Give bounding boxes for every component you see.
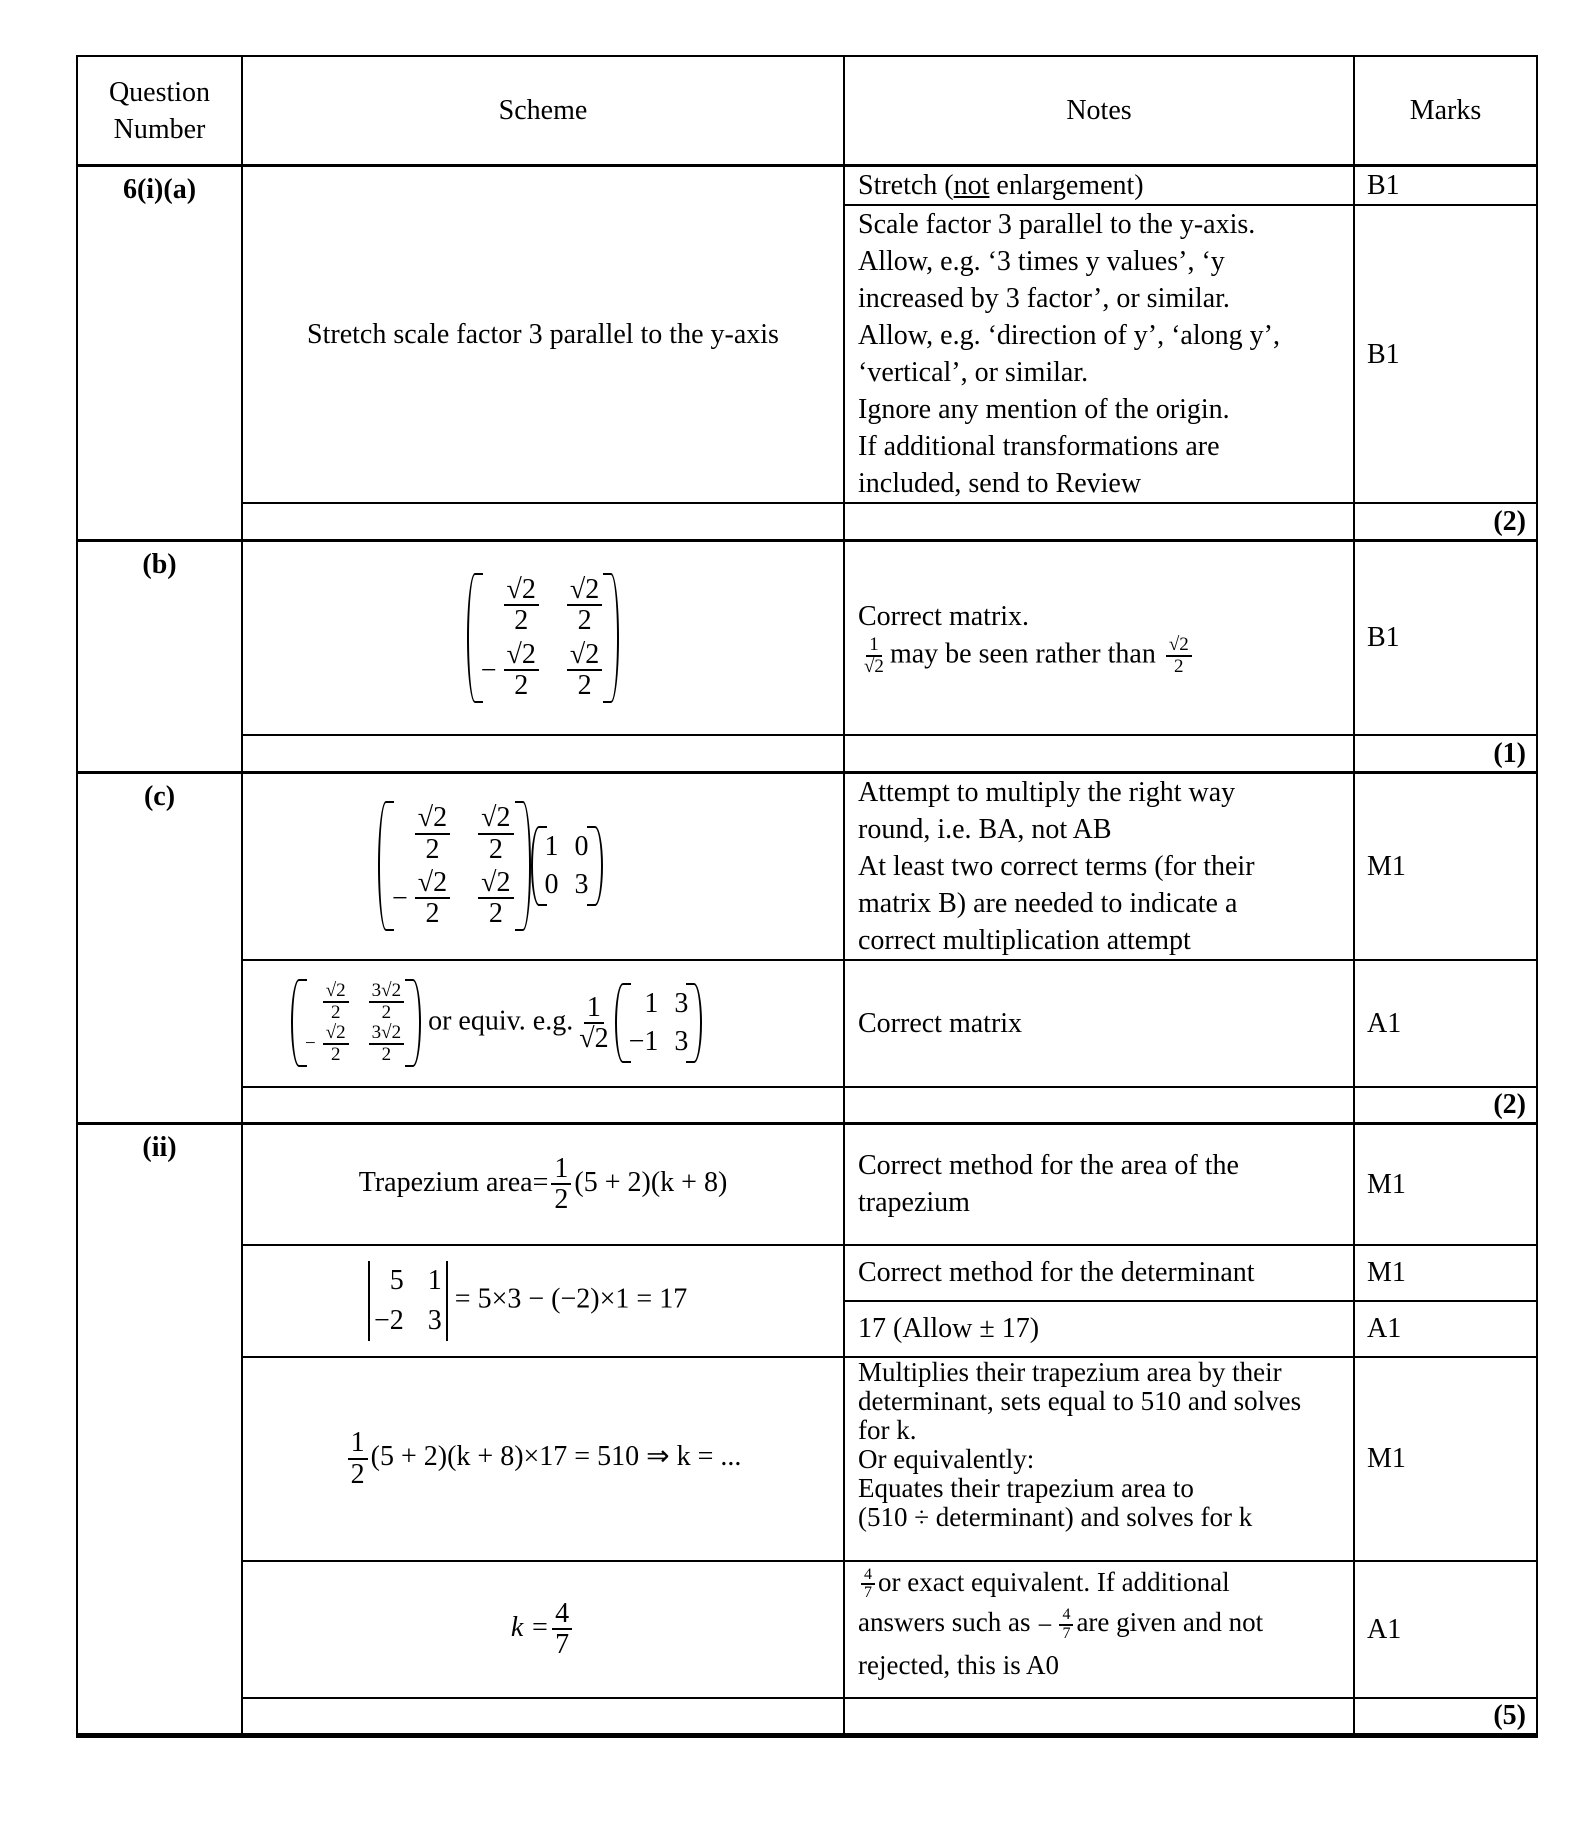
denominator: 2 bbox=[330, 1043, 341, 1065]
header-question-number: Question Number bbox=[77, 56, 242, 166]
numerator: √2 bbox=[1166, 635, 1192, 657]
note-line: round, i.e. BA, not AB bbox=[858, 813, 1112, 845]
scheme-cell bbox=[242, 1124, 844, 1245]
mark-cell: M1 bbox=[1354, 1124, 1537, 1245]
note-line: ‘vertical’, or similar. bbox=[858, 357, 1089, 388]
fraction-body bbox=[323, 1023, 349, 1065]
matrix-entry bbox=[305, 981, 352, 1023]
numerator: √2 bbox=[504, 575, 539, 606]
scheme-expression: (5 + 2)(k + 8)×17 = 510 ⇒ k = ... bbox=[370, 1440, 742, 1472]
note-cell: Correct method for the determinant bbox=[844, 1245, 1354, 1301]
scheme-cell bbox=[242, 1245, 844, 1357]
note-text: are given and not bbox=[1076, 1607, 1264, 1638]
table-row bbox=[77, 1357, 1537, 1561]
numerator: 4 bbox=[552, 1599, 572, 1630]
matrix-entry: 1 bbox=[644, 988, 659, 1019]
fraction bbox=[305, 1023, 352, 1065]
table-row bbox=[77, 772, 1537, 960]
mark-cell: B1 bbox=[1354, 540, 1537, 735]
note-cell: 17 (Allow ± 17) bbox=[844, 1301, 1354, 1357]
denominator: 2 bbox=[1174, 656, 1184, 678]
note-line: matrix B) are needed to indicate a bbox=[858, 887, 1238, 919]
note-line: increased by 3 factor’, or similar. bbox=[858, 283, 1230, 314]
fraction bbox=[481, 640, 542, 701]
denominator: 2 bbox=[381, 1002, 392, 1024]
mark-cell: A1 bbox=[1354, 1301, 1537, 1357]
matrix-entry bbox=[481, 640, 542, 701]
denominator: 2 bbox=[488, 833, 503, 865]
fraction-sign: − bbox=[480, 654, 497, 686]
note-cell bbox=[844, 1357, 1354, 1561]
note-line bbox=[858, 1602, 1353, 1645]
matrix-entry: 3 bbox=[674, 1026, 689, 1057]
fraction-body bbox=[1166, 635, 1192, 677]
numerator: 1 bbox=[584, 993, 604, 1024]
scheme-expression: (5 + 2)(k + 8) bbox=[574, 1166, 728, 1198]
denominator: 2 bbox=[577, 605, 592, 637]
fraction-sign: − bbox=[392, 882, 408, 914]
numerator: √2 bbox=[567, 640, 602, 671]
total-marks: (2) bbox=[1354, 1087, 1537, 1124]
note-line: Or equivalently: bbox=[858, 1443, 1035, 1474]
alt-matrix bbox=[615, 983, 703, 1063]
numerator: 4 bbox=[1059, 1607, 1073, 1626]
note-line: Allow, e.g. ‘direction of y’, ‘along y’, bbox=[858, 320, 1280, 351]
denominator: 2 bbox=[425, 833, 440, 865]
fraction bbox=[475, 803, 516, 864]
fraction bbox=[475, 868, 516, 929]
note-cell bbox=[844, 205, 1354, 503]
denominator: √2 bbox=[579, 1023, 609, 1054]
empty-cell bbox=[844, 1087, 1354, 1124]
question-label: (ii) bbox=[77, 1124, 242, 1736]
fraction-body bbox=[415, 868, 450, 929]
table-row bbox=[77, 1124, 1537, 1245]
fraction bbox=[573, 993, 614, 1054]
scheme-cell bbox=[242, 772, 844, 960]
numerator: 1 bbox=[348, 1428, 368, 1459]
note-line: Correct method for the area of the bbox=[858, 1150, 1239, 1182]
table-row bbox=[77, 1245, 1537, 1301]
note-line: If additional transformations are bbox=[858, 431, 1220, 462]
note-text: answers such as bbox=[858, 1607, 1031, 1638]
note-line bbox=[858, 635, 1353, 677]
scheme-expression: k = bbox=[510, 1611, 550, 1643]
scheme-cell bbox=[242, 960, 844, 1087]
determinant-entry: 5 bbox=[389, 1264, 404, 1296]
matrix-entry: 0 bbox=[544, 869, 559, 900]
header-scheme: Scheme bbox=[242, 56, 844, 166]
determinant-expression: = 5×3 − (−2)×1 = 17 bbox=[454, 1282, 688, 1314]
total-row bbox=[77, 1087, 1537, 1124]
note-underlined: not bbox=[953, 170, 990, 201]
matrix-entry bbox=[475, 803, 516, 864]
denominator: 2 bbox=[514, 605, 529, 637]
matrix-a bbox=[531, 826, 603, 906]
mark-cell: M1 bbox=[1354, 1357, 1537, 1561]
note-line: Correct matrix. bbox=[858, 601, 1030, 633]
total-marks: (5) bbox=[1354, 1698, 1537, 1736]
matrix-entry bbox=[392, 803, 453, 864]
note-line bbox=[858, 1562, 1353, 1603]
fraction-body bbox=[551, 1154, 571, 1215]
matrix-entry: 1 bbox=[544, 831, 559, 862]
denominator: 7 bbox=[1062, 1624, 1071, 1642]
fraction bbox=[366, 981, 407, 1023]
total-marks: (1) bbox=[1354, 735, 1537, 772]
fraction-sign: − bbox=[1037, 1609, 1053, 1640]
numerator: √2 bbox=[323, 981, 349, 1003]
denominator: √2 bbox=[864, 656, 884, 678]
numerator: 1 bbox=[866, 635, 882, 657]
note-cell bbox=[844, 166, 1354, 206]
matrix-entry bbox=[366, 981, 407, 1023]
fraction bbox=[564, 640, 605, 701]
scheme-cell bbox=[242, 1357, 844, 1561]
empty-cell bbox=[242, 503, 844, 540]
note-line: rejected, this is A0 bbox=[858, 1649, 1059, 1680]
fraction-body bbox=[861, 635, 887, 677]
fraction bbox=[548, 1154, 574, 1215]
fraction bbox=[564, 575, 605, 636]
matrix-entry bbox=[475, 868, 516, 929]
determinant bbox=[368, 1261, 448, 1341]
matrix-entry bbox=[481, 575, 542, 636]
denominator: 2 bbox=[425, 898, 440, 930]
denominator: 7 bbox=[864, 1584, 872, 1602]
note-cell bbox=[844, 540, 1354, 735]
matrix-entry: −1 bbox=[628, 1026, 659, 1057]
numerator: √2 bbox=[478, 803, 513, 834]
fraction-body bbox=[567, 575, 602, 636]
fraction-body bbox=[861, 1567, 875, 1603]
scheme-text: Trapezium area= bbox=[358, 1166, 549, 1198]
denominator: 2 bbox=[330, 1002, 341, 1024]
total-row bbox=[77, 503, 1537, 540]
fraction-body bbox=[369, 981, 404, 1023]
header-row bbox=[77, 56, 1537, 166]
empty-cell bbox=[242, 735, 844, 772]
note-line: for k. bbox=[858, 1414, 917, 1445]
note-line: Allow, e.g. ‘3 times y values’, ‘y bbox=[858, 246, 1225, 277]
result-matrix bbox=[291, 979, 421, 1067]
fraction-body bbox=[478, 803, 513, 864]
denominator: 2 bbox=[554, 1184, 569, 1216]
note-text: may be seen rather than bbox=[889, 638, 1156, 670]
numerator: 3√2 bbox=[369, 1023, 404, 1045]
matrix-entry bbox=[366, 1023, 407, 1065]
fraction bbox=[858, 635, 890, 677]
total-marks: (2) bbox=[1354, 503, 1537, 540]
fraction bbox=[858, 1567, 878, 1603]
fraction bbox=[320, 981, 352, 1023]
denominator: 2 bbox=[488, 898, 503, 930]
scheme-cell bbox=[242, 166, 844, 504]
denominator: 2 bbox=[350, 1458, 365, 1490]
numerator: √2 bbox=[478, 868, 513, 899]
matrix-entry: 0 bbox=[574, 831, 589, 862]
denominator: 7 bbox=[555, 1629, 570, 1660]
question-label: 6(i)(a) bbox=[77, 166, 242, 541]
fraction-body bbox=[415, 803, 450, 864]
note-line: Scale factor 3 parallel to the y-axis. bbox=[858, 209, 1256, 240]
note-text: or exact equivalent. If additional bbox=[878, 1566, 1230, 1597]
note-line: Multiplies their trapezium area by their bbox=[858, 1356, 1282, 1387]
table-row bbox=[77, 540, 1537, 735]
fraction-body bbox=[369, 1023, 404, 1065]
note-cell bbox=[844, 1561, 1354, 1698]
fraction bbox=[1163, 635, 1195, 677]
fraction bbox=[501, 575, 542, 636]
scheme-text: Stretch scale factor 3 parallel to the y-axis bbox=[307, 319, 779, 350]
note-cell bbox=[844, 1124, 1354, 1245]
or-text: or equiv. e.g. bbox=[428, 1005, 574, 1037]
note-cell bbox=[844, 772, 1354, 960]
empty-cell bbox=[242, 1698, 844, 1736]
numerator: √2 bbox=[415, 803, 450, 834]
mark-cell: M1 bbox=[1354, 772, 1537, 960]
empty-cell bbox=[844, 1698, 1354, 1736]
matrix-entry bbox=[305, 1023, 352, 1065]
matrix-entry: 3 bbox=[574, 869, 589, 900]
fraction bbox=[392, 868, 453, 929]
matrix-entry: 3 bbox=[674, 988, 689, 1019]
mark-scheme-table bbox=[76, 55, 1538, 1738]
note-line: included, send to Review bbox=[858, 468, 1142, 499]
fraction-body bbox=[567, 640, 602, 701]
fraction bbox=[549, 1599, 575, 1660]
fraction bbox=[345, 1428, 371, 1489]
note-line: Equates their trapezium area to bbox=[858, 1472, 1194, 1503]
total-row bbox=[77, 1698, 1537, 1736]
mark-cell: B1 bbox=[1354, 205, 1537, 503]
numerator: √2 bbox=[504, 640, 539, 671]
numerator: 3√2 bbox=[369, 981, 404, 1003]
note-line: Attempt to multiply the right way bbox=[858, 776, 1236, 808]
numerator: √2 bbox=[323, 1023, 349, 1045]
fraction-body bbox=[504, 575, 539, 636]
note-text: enlargement) bbox=[989, 170, 1144, 201]
mark-cell: A1 bbox=[1354, 960, 1537, 1087]
matrix-entry bbox=[564, 575, 605, 636]
fraction bbox=[1037, 1605, 1076, 1645]
determinant-entry: 3 bbox=[427, 1304, 442, 1336]
matrix-b bbox=[378, 801, 531, 931]
scheme-cell bbox=[242, 1561, 844, 1698]
fraction-body bbox=[323, 981, 349, 1023]
mark-cell: B1 bbox=[1354, 166, 1537, 206]
rotation-matrix bbox=[467, 573, 620, 703]
note-line: (510 ÷ determinant) and solves for k bbox=[858, 1501, 1253, 1532]
fraction-body bbox=[552, 1599, 572, 1660]
fraction-body bbox=[1059, 1607, 1073, 1643]
matrix-entry bbox=[392, 868, 453, 929]
note-cell: Correct matrix bbox=[844, 960, 1354, 1087]
fraction-body bbox=[576, 993, 611, 1054]
table-row bbox=[77, 1561, 1537, 1698]
header-notes: Notes bbox=[844, 56, 1354, 166]
fraction-sign: − bbox=[305, 1033, 316, 1055]
determinant-entry: −2 bbox=[374, 1304, 404, 1336]
denominator: 2 bbox=[577, 670, 592, 702]
numerator: 4 bbox=[861, 1567, 875, 1586]
mark-cell: A1 bbox=[1354, 1561, 1537, 1698]
note-text: Stretch ( bbox=[858, 170, 954, 201]
fraction bbox=[412, 803, 453, 864]
empty-cell bbox=[844, 735, 1354, 772]
fraction-body bbox=[348, 1428, 368, 1489]
header-marks: Marks bbox=[1354, 56, 1537, 166]
fraction-body bbox=[478, 868, 513, 929]
scheme-cell bbox=[242, 540, 844, 735]
question-label: (b) bbox=[77, 540, 242, 772]
note-line: At least two correct terms (for their bbox=[858, 850, 1255, 882]
note-line: trapezium bbox=[858, 1187, 970, 1219]
fraction bbox=[366, 1023, 407, 1065]
fraction-body bbox=[504, 640, 539, 701]
table-row bbox=[77, 166, 1537, 206]
numerator: 1 bbox=[551, 1154, 571, 1185]
denominator: 2 bbox=[514, 670, 529, 702]
denominator: 2 bbox=[381, 1043, 392, 1065]
determinant-entry: 1 bbox=[427, 1264, 442, 1296]
note-line: determinant, sets equal to 510 and solves bbox=[858, 1385, 1302, 1416]
note-line: correct multiplication attempt bbox=[858, 924, 1191, 956]
numerator: √2 bbox=[415, 868, 450, 899]
question-label: (c) bbox=[77, 772, 242, 1124]
mark-cell: M1 bbox=[1354, 1245, 1537, 1301]
table-row bbox=[77, 960, 1537, 1087]
matrix-entry bbox=[564, 640, 605, 701]
total-row bbox=[77, 735, 1537, 772]
note-line: Ignore any mention of the origin. bbox=[858, 394, 1230, 425]
empty-cell bbox=[844, 503, 1354, 540]
empty-cell bbox=[242, 1087, 844, 1124]
numerator: √2 bbox=[567, 575, 602, 606]
